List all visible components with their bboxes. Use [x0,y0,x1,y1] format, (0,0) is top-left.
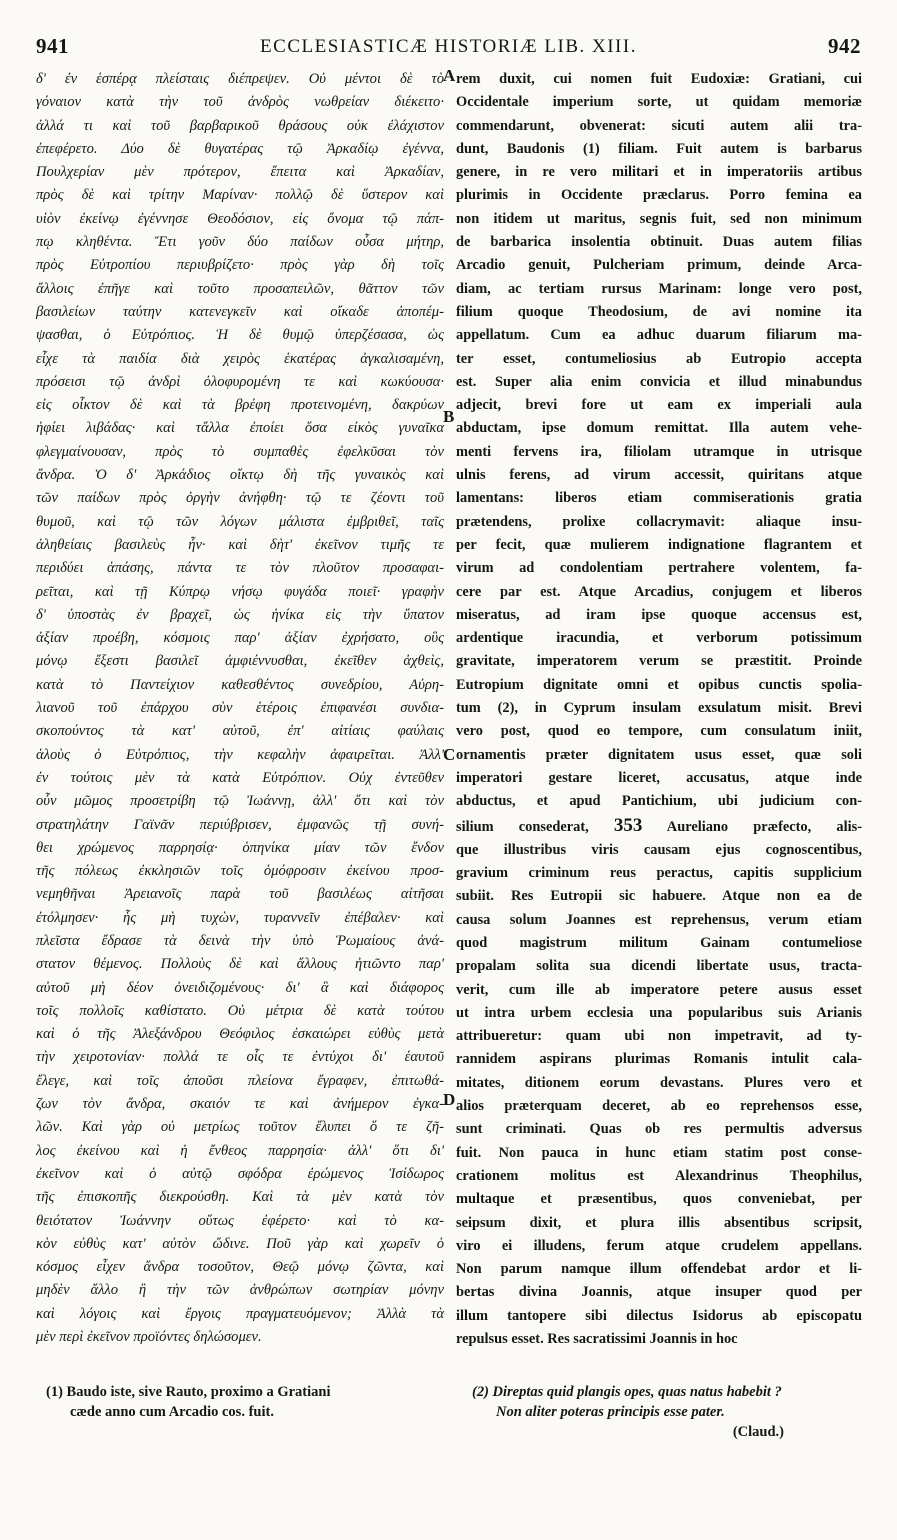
greek-line: εἶχε τὰ παιδία διὰ χειρὸς ἑκατέρας ἀγκαλισαμένη, [36,350,444,367]
latin-line: rem duxit, cui nomen fuit Eudoxiæ: Gratiani, cui [456,71,862,87]
latin-line: dunt, Baudonis (1) filiam. Fuit autem is barbarus [456,140,862,157]
greek-line: θυμοῦ, καὶ τῷ τῶν λόγων μάλιστα ἐμβριθεῖ, ταῖς [36,513,444,530]
greek-line: ἀλλά τι καὶ τοῦ βαρβαρικοῦ θράσους οὐκ ἐλάχιστον [36,117,444,134]
latin-line-text: Aureliano præfecto, alis- [642,818,862,835]
margin-marker-a: A [443,66,456,85]
greek-line: ἁλοὺς ὁ Εὐτρόπιος, τὴν κεφαλὴν ἀφαιρεῖται. Ἀλλ' [36,746,444,763]
latin-line: mitates, ditionem eorum devastans. Plures vero et [456,1074,862,1091]
greek-line: Πουλχερίαν μὲν πρότερον, ἔπειτα καὶ Ἀρκαδίαν, [36,164,444,181]
greek-line: σκοπούντος τὰ κατ' αὐτοῦ, ἐπ' αἰτίαις φαύλαις [36,723,444,740]
latin-line: ter esset, contumeliosius ab Eutropio accepta [456,350,862,367]
latin-line: de barbarica insolentia obtinuit. Duas autem filias [456,234,862,251]
greek-line: φλεγμαίνουσαν, πρὸς τὸ συμπαθὲς ἐφελκῦσαι τὸν [36,443,444,460]
page-header [36,34,861,60]
latin-line: non itidem ut maritus, segnis fuit, sed non minimum [456,210,862,227]
greek-line: τῆς πόλεως ἐκκλησιῶν τοῖς ὁμόφροσιν ἐκείνου προσ- [36,863,444,880]
inline-page-number: 353 [613,814,643,836]
latin-line: Eutropium dignitate omni et opibus cunctis spolia- [456,676,862,693]
greek-line: τοῖς πολλοῖς καθίστατο. Οὐ μέτρια δὲ κατὰ τούτου [36,1002,444,1019]
greek-line: πλεῖστα ἔδρασε τὰ δεινὰ τὴν ὑπὸ Ῥωμαίους ἀνά- [36,932,444,949]
latin-line: attribueretur: quam ubi non impetravit, ad ty- [456,1028,862,1045]
latin-line: virum ad condolentiam pertrahere volentem, fa- [456,560,862,577]
greek-line: θει χρώμενος παρρησίᾳ· ὁπηνίκα μίαν τῶν ἔνδον [36,839,444,856]
latin-line: que illustribus viris causam ejus cognoscentibus, [456,841,862,858]
greek-line: περιδύει ἁπάσης, πάντα τε τὸν πλοῦτον προσαφαι- [36,560,444,577]
latin-text-column [456,68,862,1351]
greek-line: μηδὲν ἄλλο ἢ τὴν τῶν ἀνθρώπων σωτηρίαν μόνην [36,1282,444,1299]
greek-line: καὶ λόγοις καὶ ἔργοις πραγματευόμενον; Ἀλλὰ τὰ [36,1305,444,1322]
latin-line: abductus, et apud Pantichium, ubi judicium con- [456,793,862,810]
greek-line: βασιλείων ταύτην κατενεγκεῖν καὶ οἴκαδε ἀποπέμ- [36,303,444,320]
latin-line: multaque et præsentibus, quos conveniebat, per [456,1191,862,1208]
greek-line: θειότατον Ἰωάννην οὕτως ἐφέρετο· καὶ τὸ κα- [36,1212,444,1229]
latin-line: diam, ac tertiam rursus Marinam: longe vero post, [456,280,862,297]
greek-line: πρόσεισι τῷ ἀνδρὶ ὀλοφυρομένη τε καὶ κωκύουσα· [36,373,444,390]
latin-line: gravium criminum reus peractus, capitis supplicium [456,865,862,882]
greek-line: υἱὸν ἐκείνῳ ἐγέννησε Θεοδόσιον, εἰς ὄνομα τῷ πάπ- [36,210,444,227]
greek-line: εἰς οἶκτον δὲ καὶ τὰ βρέφη προτεινομένη, δακρύων [36,397,444,414]
footnote-left-line: (1) Baudo iste, sive Rauto, proximo a Gratiani [46,1384,331,1400]
greek-line: ἠφίει λιβάδας· καὶ τἄλλα ἐποίει ὅσα εἰκὸς γυναῖκα [36,420,444,437]
latin-line: est. Super alia enim convicia et illud minabundus [456,373,862,390]
greek-line: στρατηλάτην Γαϊνᾶν περιύβρισεν, ἐμφανῶς τῇ συνή- [36,816,444,833]
greek-line: ρεῖται, καὶ τῇ Κύπρῳ νήσῳ φυγάδα ποιεῖ· γραφὴν [36,583,444,600]
margin-marker-d: D [443,1090,456,1109]
left-page-number: 941 [36,34,69,58]
greek-line: ἐτόλμησεν· ἧς μὴ τυχὼν, τυραννεῖν ἐπέβαλεν· καὶ [36,909,444,926]
footnote-right-line: (2) Direptas quid plangis opes, quas natus habebit ? [472,1384,782,1400]
margin-marker-c: C [443,745,456,764]
margin-marker-b: B [443,407,455,426]
footnote-left-line: cæde anno cum Arcadio cos. fuit. [70,1404,274,1420]
greek-line: ἐν τούτοις μὲν τὰ κατὰ Εὐτρόπιον. Οὐχ ἐντεῦθεν [36,769,444,786]
greek-line: ἔλεγε, καὶ τοῖς ἀποῦσι πλείονα ἔγραφεν, ἐπιτωθά- [36,1072,444,1089]
greek-text-column [36,68,444,1349]
greek-line: πρὸς Εὐτροπίου περιυβρίζετο· πρὸς γὰρ δὴ τοῖς [36,257,444,274]
greek-line: γόναιον κατὰ τὴν τοῦ ἀνδρὸς νωθρείαν διέκειτο· [36,94,444,111]
footnote-right [472,1382,862,1442]
latin-line: verit, cum ille ab imperatore petere ausus esset [456,981,862,998]
greek-line: δ' ἐν ἑσπέρᾳ πλείσταις διέπρεψεν. Οὐ μέντοι δὲ τὸ [36,71,444,87]
latin-line-text: silium consederat, [456,818,614,835]
latin-line: lamentans: liberos etiam commiserationis gratia [456,490,862,507]
latin-line: plurimis in Occidente præclarus. Porro femina ea [456,187,862,204]
latin-line: ardentique iracundia, et verborum potissimum [456,630,862,647]
greek-line: τῆς ἐπισκοπῆς διεκρούσθη. Καὶ τὰ μὲν κατὰ τὸν [36,1189,444,1206]
footnote-right-line: Non aliter poteras principis esse pater. [496,1404,725,1420]
greek-line: μὲν περὶ ἐκεῖνον προϊόντες δηλώσομεν. [36,1329,262,1346]
latin-line: viro ei illudens, ferum atque crudelem appellans. [456,1237,862,1254]
right-page-number: 942 [828,34,861,58]
latin-line [456,814,862,839]
greek-line: τὴν χειροτονίαν· πολλά τε οἷς τε ἐντύχοι δι' ἑαυτοῦ [36,1049,444,1066]
latin-line: causa solum Joannes est reprehensus, verum etiam [456,911,862,928]
latin-line: commendarunt, obvenerat: sicuti autem alii tra- [456,117,862,134]
latin-line: Arcadio genuit, Pulcheriam primum, deinde Arca- [456,257,862,274]
greek-line: λος ἐκείνου καὶ ἡ ἔνθεος παρρησία· ἀλλ' ὅτι δι' [36,1142,444,1159]
latin-line: illum tantopere sibi dilectus Isidorus ab episcopatu [456,1307,862,1324]
latin-line: bertas divina Joannis, atque insuper quod per [456,1284,862,1301]
greek-line: οὖν μῶμος προσετρίβη τῷ Ἰωάννῃ, ἀλλ' ὅτι καὶ τὸν [36,793,444,810]
latin-line: per fecit, quæ mulierem indignatione flagrantem et [456,536,862,553]
greek-line: τῶν παίδων πρὸς ὀργὴν ἀνήφθη· τῷ τε ζέοντι τοῦ [36,490,444,507]
greek-line: δ' ὑποστὰς ἐν βραχεῖ, ὡς ἡνίκα εἰς τὴν ὕπατον [36,606,444,623]
latin-line: filium quoque Theodosium, de avi nomine ita [456,303,862,320]
greek-line: ἀληθείαις βασιλεὺς ἦν· καὶ δὴτ' ἐκεῖνον τιμῆς τε [36,536,444,553]
latin-line: appellatum. Cum ea adhuc duarum filiarum ma- [456,327,862,344]
footnote-left [46,1382,436,1422]
latin-line: alios præterquam deceret, ab eo reprehensos esse, [456,1098,862,1115]
latin-line: prætendens, prolixe collacrymavit: aliaque insu- [456,513,862,530]
greek-line: λιανοῦ τοῦ ἐπάρχου σὺν ἑτέροις ἐπιφανέσι συνδια- [36,700,444,717]
latin-line: gravitate, imperatorem verum se præstitit. Proinde [456,653,862,670]
latin-line: ut intra urbem ecclesia una popularibus suis Arianis [456,1004,862,1021]
greek-line: πῳ κληθέντα. Ἔτι γοῦν δύο παίδων οὖσα μήτηρ, [36,234,444,251]
latin-line: fuit. Non pauca in hunc etiam statim post conse- [456,1144,862,1161]
greek-line: ἀξίαν προέβη, κόσμοις παρ' ἀξίαν ἐχρήσατο, οὓς [36,630,444,647]
greek-line: κατὰ τὸ Παντείχιον καθεσθέντος συνεδρίου, Αὐρη- [36,676,444,693]
greek-line: πρὸς δὲ καὶ τρίτην Μαρίναν· πολλῷ δὲ ὕστερον καὶ [36,187,444,204]
greek-line: ζων τὸν ἄνδρα, σκαιόν τε καὶ ἀνήμερον ἐγκα- [36,1096,444,1113]
latin-line: adjecit, brevi fore ut eam ex imperiali aula [456,397,862,414]
latin-line: vero post, quod eo tempore, cum consulatum iniit, [456,723,862,740]
latin-line: sunt criminati. Quas ob res permultis adversus [456,1121,862,1138]
latin-line: cere par est. Atque Arcadius, conjugem et liberos [456,583,862,600]
greek-line: στατον θέμενος. Πολλοὺς δὲ καὶ ἄλλους ἠτιῶντο παρ' [36,956,444,973]
greek-line: νεμηθῆναι Ἀρειανοῖς παρὰ τοῦ βασιλέως αἰτῆσαι [36,886,444,903]
latin-line: seipsum dixit, et plura illis absentibus scripsit, [456,1214,862,1231]
greek-line: ἄλλοις ἐπῆγε καὶ τοῦτο προσαπειλῶν, θᾶττον τῶν [36,280,444,297]
latin-line: abductam, ipse domum remittat. Illa autem vehe- [456,420,862,437]
latin-line: Non parum namque illum offendebat ardor et li- [456,1261,862,1278]
latin-line: genere, in re vero militari et in imperatoriis artibus [456,164,862,181]
latin-line: subiit. Res Eutropii sic habuere. Atque non ea de [456,888,862,905]
greek-line: ἐκεῖνον καὶ ὁ αὐτῷ σφόδρα ἐρώμενος Ἰσίδωρος [36,1165,444,1182]
latin-line: rannidem aspirans plurimas Romanis intulit cala- [456,1051,862,1068]
greek-line: ψασθαι, ὁ Εὐτρόπιος. Ἡ δὲ θυμῷ ὑπερζέσασα, ὡς [36,327,444,344]
greek-line: κὸν εὐθὺς κατ' αὐτὸν ὤδινε. Ποῦ γὰρ καὶ χωρεῖν ὁ [36,1235,444,1252]
latin-line: propalam solita sua dicendi libertate usus, tracta- [456,958,862,975]
latin-line: imperatori gestare liceret, accusatus, atque inde [456,769,862,786]
latin-line: menti fervens ira, filiolam utramque in utrisque [456,443,862,460]
latin-line: ornamentis præter dignitatem usus esset, quæ soli [456,746,862,763]
latin-line: crationem molitus est Alexandrinus Theophilus, [456,1167,862,1184]
greek-line: ἄνδρα. Ὁ δ' Ἀρκάδιος οἴκτῳ δὴ τῆς γυναικὸς καὶ [36,467,444,484]
latin-line: quod magistrum militum Gainam contumeliose [456,934,862,951]
greek-line: μόνῳ ἔξεστι βασιλεῖ ἀμφιέννυσθαι, ἐκεῖθεν ἀχθεὶς, [36,653,444,670]
latin-line: ulnis ferens, ad virum accessit, quiritans atque [456,467,862,484]
greek-line: αὐτοῦ μὴ δέον ὀνειδιζομένους· δι' ἃ καὶ διάφορος [36,979,444,996]
footnote-right-source: (Claud.) [732,1424,784,1440]
latin-line: repulsus esset. Res sacratissimi Joannis in hoc [456,1331,738,1348]
latin-line: Occidentale imperium sorte, ut quidam memoriæ [456,94,862,111]
greek-line: λῶν. Καὶ γὰρ οὐ μετρίως τοῦτον ἔλυπει ὅ τε ζῆ- [36,1119,444,1136]
greek-line: κόσμος εἶχεν ἄνδρα τοσοῦτον, Θεῷ μόνῳ ζῶντα, καὶ [36,1259,444,1276]
greek-line: καὶ ὁ τῆς Ἀλεξάνδρου Θεόφιλος ἐσκαιώρει εὐθὺς μετὰ [36,1026,444,1043]
greek-line: ἐπεφέρετο. Δύο δὲ θυγατέρας τῷ Ἀρκαδίῳ ἐγέννα, [36,140,444,157]
running-title: ECCLESIASTICÆ HISTORIÆ LIB. XIII. [260,36,637,57]
latin-line: miseratus, ad iram ipse quoque accensus est, [456,606,862,623]
latin-line: tum (2), in Cyprum insulam exsulatum misit. Brevi [456,700,862,717]
